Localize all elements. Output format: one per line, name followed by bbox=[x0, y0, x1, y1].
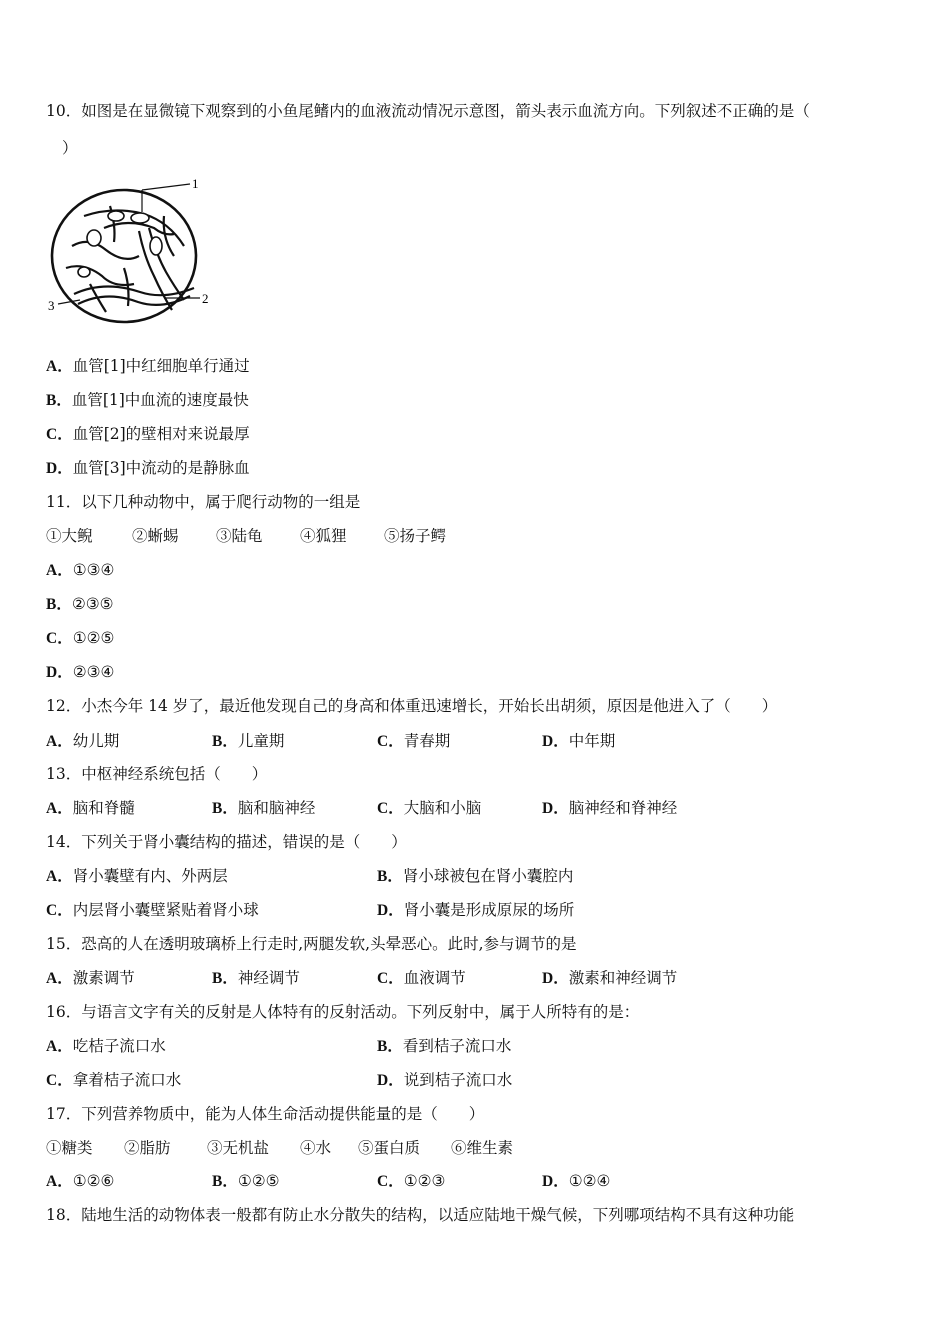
q11-stem: 11．以下几种动物中，属于爬行动物的一组是 bbox=[46, 493, 361, 511]
q11-item-5: ⑤扬子鳄 bbox=[384, 527, 447, 545]
q14-option-d[interactable]: D．肾小囊是形成原尿的场所 bbox=[377, 901, 575, 919]
q11-option-d[interactable]: D．②③④ bbox=[46, 663, 115, 681]
q16-option-a[interactable]: A．吃桔子流口水 bbox=[46, 1037, 166, 1055]
q11-item-1: ①大鲵 bbox=[46, 527, 93, 545]
q17-item-3: ③无机盐 bbox=[207, 1139, 270, 1157]
q18-stem: 18．陆地生活的动物体表一般都有防止水分散失的结构，以适应陆地干燥气候，下列哪项结构不具有这种功能 bbox=[46, 1206, 795, 1224]
q12-option-b[interactable]: B．儿童期 bbox=[212, 732, 285, 750]
figure-label-1: 1 bbox=[192, 176, 199, 191]
figure-label-2: 2 bbox=[202, 291, 209, 306]
q17-item-2: ②脂肪 bbox=[124, 1139, 171, 1157]
q17-option-c[interactable]: C．①②③ bbox=[377, 1172, 446, 1190]
q15-option-a[interactable]: A．激素调节 bbox=[46, 969, 135, 987]
q14-option-c[interactable]: C．内层肾小囊壁紧贴着肾小球 bbox=[46, 901, 259, 919]
q17-item-1: ①糖类 bbox=[46, 1139, 93, 1157]
q12-option-c[interactable]: C．青春期 bbox=[377, 732, 451, 750]
q15-option-c[interactable]: C．血液调节 bbox=[377, 969, 466, 987]
q15-option-b[interactable]: B．神经调节 bbox=[212, 969, 300, 987]
q11-option-a[interactable]: A．①③④ bbox=[46, 561, 115, 579]
q15-stem: 15．恐高的人在透明玻璃桥上行走时,两腿发软,头晕恶心。此时,参与调节的是 bbox=[46, 935, 577, 953]
q17-option-a[interactable]: A．①②⑥ bbox=[46, 1172, 115, 1190]
q10-stem-line2: ） bbox=[62, 139, 78, 157]
q11-option-c[interactable]: C．①②⑤ bbox=[46, 629, 115, 647]
q12-option-d[interactable]: D．中年期 bbox=[542, 732, 616, 750]
q17-stem: 17．下列营养物质中，能为人体生命活动提供能量的是（ ） bbox=[46, 1105, 485, 1123]
q11-item-2: ②蜥蜴 bbox=[132, 527, 179, 545]
q12-stem: 12．小杰今年 14 岁了，最近他发现自己的身高和体重迅速增长，开始长出胡须，原因是他进入了（ ） bbox=[46, 697, 778, 715]
q12-option-a[interactable]: A．幼儿期 bbox=[46, 732, 120, 750]
q11-item-3: ③陆龟 bbox=[216, 527, 263, 545]
q10-option-a[interactable]: A．血管[1]中红细胞单行通过 bbox=[46, 357, 250, 375]
q17-item-5: ⑤蛋白质 bbox=[358, 1139, 421, 1157]
q11-item-4: ④狐狸 bbox=[300, 527, 347, 545]
q17-item-4: ④水 bbox=[300, 1139, 332, 1157]
q13-option-b[interactable]: B．脑和脑神经 bbox=[212, 799, 316, 817]
q15-option-d[interactable]: D．激素和神经调节 bbox=[542, 969, 678, 987]
q10-option-c[interactable]: C．血管[2]的壁相对来说最厚 bbox=[46, 425, 250, 443]
q16-option-b[interactable]: B．看到桔子流口水 bbox=[377, 1037, 512, 1055]
q10-option-b[interactable]: B．血管[1]中血流的速度最快 bbox=[46, 391, 249, 409]
q17-item-6: ⑥维生素 bbox=[451, 1139, 514, 1157]
figure-label-3: 3 bbox=[48, 298, 55, 313]
q13-option-a[interactable]: A．脑和脊髓 bbox=[46, 799, 135, 817]
q14-stem: 14．下列关于肾小囊结构的描述，错误的是（ ） bbox=[46, 833, 407, 851]
q10-option-d[interactable]: D．血管[3]中流动的是静脉血 bbox=[46, 459, 250, 477]
q14-option-a[interactable]: A．肾小囊壁有内、外两层 bbox=[46, 867, 228, 885]
q16-option-c[interactable]: C．拿着桔子流口水 bbox=[46, 1071, 182, 1089]
q17-option-b[interactable]: B．①②⑤ bbox=[212, 1172, 280, 1190]
q17-option-d[interactable]: D．①②④ bbox=[542, 1172, 611, 1190]
blood-vessel-figure bbox=[44, 176, 220, 326]
q13-stem: 13．中枢神经系统包括（ ） bbox=[46, 765, 268, 783]
q10-stem-line1: 10．如图是在显微镜下观察到的小鱼尾鳍内的血液流动情况示意图，箭头表示血流方向。下列叙述不正确的是（ bbox=[46, 102, 810, 120]
q13-option-c[interactable]: C．大脑和小脑 bbox=[377, 799, 482, 817]
q13-option-d[interactable]: D．脑神经和脊神经 bbox=[542, 799, 678, 817]
q14-option-b[interactable]: B．肾小球被包在肾小囊腔内 bbox=[377, 867, 574, 885]
q11-option-b[interactable]: B．②③⑤ bbox=[46, 595, 114, 613]
q16-option-d[interactable]: D．说到桔子流口水 bbox=[377, 1071, 513, 1089]
q16-stem: 16．与语言文字有关的反射是人体特有的反射活动。下列反射中，属于人所特有的是： bbox=[46, 1003, 640, 1021]
vessel-network bbox=[66, 206, 194, 312]
